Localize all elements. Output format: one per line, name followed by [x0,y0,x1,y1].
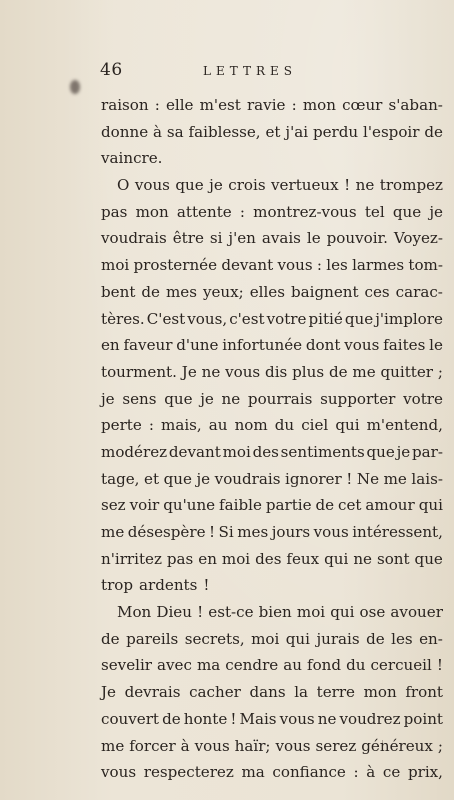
text-line [101,386,443,413]
word: qui [324,549,349,568]
word: sez [101,496,126,515]
word: raison [101,96,149,114]
word: cacher [189,683,241,702]
running-head: LETTRES [203,64,297,78]
word: vous [344,336,380,355]
text-line [101,412,443,439]
word: avouer [390,603,443,622]
word: ne [201,362,221,381]
word: pourrais [247,389,313,408]
word: bien [258,603,292,622]
word: intéressent, [352,523,443,541]
word: s'aban- [388,96,443,114]
word: je [196,469,211,488]
word: secrets, [184,629,245,648]
word: tourment. [101,362,177,381]
word: prix, [407,763,443,782]
word: voudrais [214,469,281,488]
word: que [414,549,443,568]
text-line [101,332,443,359]
word: trop [101,576,134,595]
word: feux [286,549,320,568]
word: ignorer [285,469,342,488]
word: pas [101,202,128,221]
text-line [101,652,443,679]
word: ravie [246,96,286,114]
word: vous [101,763,137,782]
word: ne [221,389,241,408]
word: vous [194,736,230,755]
word: ose [359,603,386,622]
word: voudrez [339,709,401,728]
word: sont [376,549,410,568]
word: tage, [101,469,140,488]
word: ! [203,576,210,595]
word: qu'une [163,496,216,515]
word: de [328,362,348,381]
word: O [117,176,130,195]
body-text [101,92,443,786]
word: : [154,96,160,114]
word: que [164,389,193,408]
word: faiblesse, [188,122,261,141]
word: trompez [379,176,443,195]
paper-mark [382,740,383,748]
word: larmes [352,256,405,275]
word: d'une [176,336,219,355]
word: ; [437,736,443,755]
text-line [101,225,443,252]
word: elle [165,96,194,114]
word: vous, [187,309,228,328]
word: devrais [124,683,181,702]
word: supporter [320,389,396,408]
word: ce [382,763,401,782]
word: yeux; [202,282,244,301]
word: lais- [411,469,443,488]
word: couvert [101,709,160,728]
word: les [326,256,348,275]
word: cet [338,496,362,515]
word: haïr; [234,736,271,755]
word: vous [279,709,315,728]
word: ! [230,709,237,728]
word: que [175,176,204,195]
word: je [209,176,223,195]
word: ! [208,523,216,541]
word: à [153,122,163,141]
word: que [163,469,192,488]
word: ! [197,603,204,622]
word: le [429,336,443,355]
word: par- [412,442,443,461]
word: cœur [342,96,383,114]
word: terre [316,683,355,702]
text-line [101,706,443,733]
word: que [392,202,422,221]
word: les [391,629,413,648]
word: : [148,416,154,435]
text-line [101,546,443,573]
word: si [209,229,223,248]
text-line [101,252,443,279]
word: qui [418,496,443,515]
word: des [252,442,279,461]
word: avais [261,229,301,248]
word: désespère [127,523,206,541]
text-line [101,439,443,466]
word: dis [265,362,288,381]
word: des [255,549,282,568]
word: : [316,256,322,275]
word: m'est [199,96,241,114]
word: nom [234,416,268,435]
word: j'implore [375,309,443,328]
text-line [101,733,443,760]
text-line [101,306,443,333]
word: sentiments [280,442,365,461]
word: dans [249,683,286,702]
word: ne [353,549,372,568]
word: j'en [228,229,256,248]
word: infortunée [222,336,303,355]
word: c'est [229,309,265,328]
word: prosternée [133,256,218,275]
word: mais, [161,416,202,435]
text-line [101,759,443,786]
word: pitié [308,309,343,328]
word: j'ai [285,122,309,141]
word: je [429,202,443,221]
word: dont [305,336,341,355]
word: vous [277,256,313,275]
word: mon [363,683,397,702]
word: voudrais [101,229,167,248]
word: Mais [239,709,277,728]
word: confiance [272,763,346,782]
word: me [101,523,125,541]
word: C'est [146,309,186,328]
word: Mon [117,603,152,622]
word: me [101,736,125,755]
text-line [101,145,443,172]
word: me [352,362,376,381]
word: me [383,469,407,488]
word: au [208,416,228,435]
word: front [405,683,443,702]
word: en [101,336,120,355]
word: : [239,202,245,221]
word: ma [196,656,221,675]
word: ciel [301,416,329,435]
word: pareils [126,629,179,648]
word: en- [419,629,443,648]
word: moi [222,442,251,461]
word: sa [166,122,184,141]
word: de [162,709,181,728]
ink-smudge [70,80,80,94]
word: vertueux [271,176,339,195]
word: que [366,442,395,461]
text-line [101,519,443,546]
text-line [101,466,443,493]
word: forcer [129,736,176,755]
word: et [144,469,160,488]
word: Si [218,523,234,541]
word: avec [157,656,192,675]
word: serez [315,736,357,755]
word: amour [365,496,415,515]
word: vaincre. [101,149,163,168]
word: montrez-vous [253,202,357,221]
word: je [200,389,214,408]
word: ; [437,362,443,381]
word: en [198,549,217,568]
text-line [101,359,443,386]
word: Dieu [156,603,192,622]
word: moi [251,629,280,648]
word: jurais [316,629,360,648]
word: ne [317,709,337,728]
word: qui [330,603,355,622]
word: qui [335,416,360,435]
word: de [424,122,443,141]
word: tel [364,202,385,221]
word: devant [221,256,274,275]
word: carac- [395,282,443,301]
word: et [265,122,281,141]
word: pas [166,549,194,568]
word: est-ce [208,603,254,622]
word: mon [135,202,169,221]
word: tom- [408,256,443,275]
word: à [366,763,376,782]
word: ces [364,282,390,301]
word: partie [265,496,312,515]
word: Ne [356,469,380,488]
word: je [396,442,411,461]
word: pouvoir. [326,229,388,248]
text-line [101,626,443,653]
word: du [274,416,295,435]
word: donne [101,122,149,141]
word: à [180,736,190,755]
word: Je [181,362,197,381]
word: bent [101,282,136,301]
word: la [294,683,309,702]
word: ma [241,763,265,782]
word: Voyez- [393,229,443,248]
word: cendre [225,656,279,675]
word: quitter [380,362,433,381]
word: le [306,229,321,248]
word: mon [302,96,336,114]
word: votre [266,309,307,328]
word: m'entend, [366,416,443,435]
word: au [283,656,302,675]
word: mes [165,282,197,301]
word: ardents [139,576,198,595]
word: ! [344,176,351,195]
word: modérez [101,442,168,461]
text-line [101,492,443,519]
text-line [101,279,443,306]
word: qui [285,629,310,648]
word: baignent [290,282,359,301]
word: : [291,96,297,114]
page-number: 46 [100,60,123,80]
text-line [101,679,443,706]
word: tères. [101,309,145,328]
word: être [172,229,204,248]
text-line [101,199,443,226]
word: sevelir [101,656,153,675]
text-line [101,172,443,199]
word: cercueil [370,656,432,675]
word: moi [101,256,130,275]
word: sens [122,389,157,408]
word: l'espoir [363,122,420,141]
word: attente [176,202,232,221]
text-line [101,92,443,119]
word: que [344,309,374,328]
word: moi [296,603,326,622]
text-line [101,572,443,599]
word: de [141,282,160,301]
word: ! [346,469,353,488]
word: vous [134,176,170,195]
word: : [353,763,359,782]
word: je [101,389,115,408]
word: point [403,709,443,728]
word: vous [225,362,261,381]
word: Je [101,683,116,702]
word: moi [221,549,251,568]
word: jours [271,523,311,541]
word: de [101,629,120,648]
word: perte [101,416,142,435]
word: perdu [312,122,359,141]
text-line [101,119,443,146]
word: généreux [361,736,433,755]
word: du [346,656,366,675]
word: plus [292,362,325,381]
word: n'irritez [101,549,162,568]
word: voir [129,496,160,515]
word: ne [355,176,375,195]
word: crois [228,176,266,195]
word: elles [249,282,285,301]
text-line [101,599,443,626]
word: vous [313,523,349,541]
word: honte [183,709,228,728]
word: vous [275,736,311,755]
word: faites [383,336,426,355]
word: respecterez [143,763,234,782]
word: faible [219,496,262,515]
word: devant [168,442,221,461]
word: faveur [123,336,173,355]
word: fond [306,656,342,675]
word: de [366,629,385,648]
word: de [315,496,335,515]
word: mes [237,523,269,541]
word: ! [436,656,443,675]
word: votre [403,389,443,408]
